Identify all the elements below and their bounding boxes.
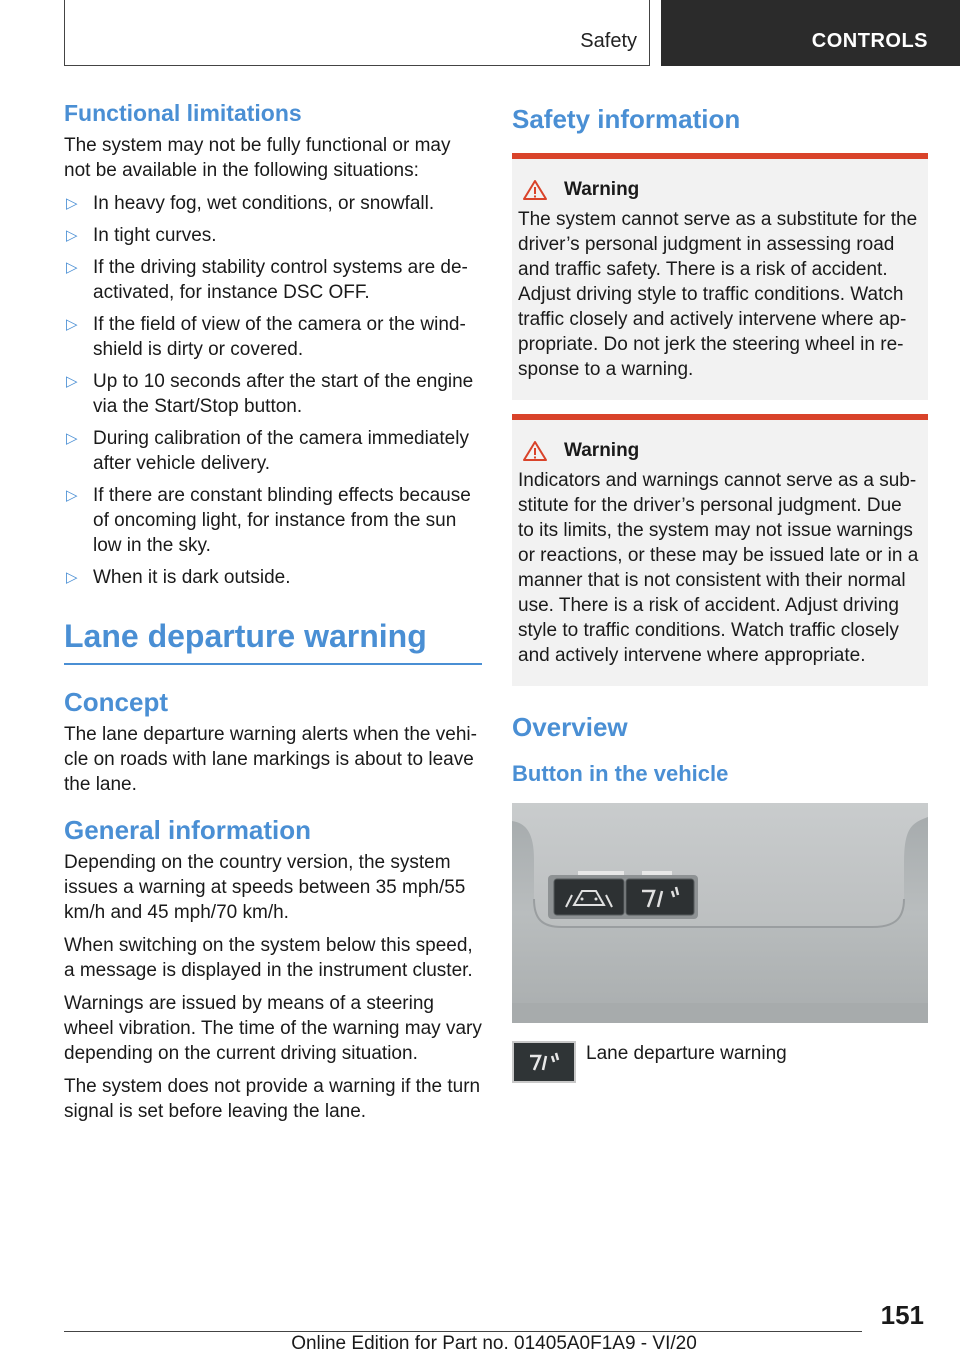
- warning-text: Indicators and warnings cannot serve as a substitute for the driver’s personal judgment. Due to its limits, the system may not issue warnings or reactions, or these may be issued late or in a manner that is not consistent with their normal use. There is a risk of accident. Adjust driving style to traffic conditions. Watch traffic closely and actively intervene where appropriate.: [518, 470, 919, 666]
- list-item: ▷ In heavy fog, wet conditions, or snowfall.: [66, 193, 435, 214]
- page-number: 151: [880, 1300, 924, 1330]
- legend-label: Lane departure warning: [586, 1043, 787, 1064]
- warning-label: Warning: [564, 179, 640, 200]
- warning-box: [512, 153, 928, 400]
- warning-box: [512, 414, 928, 686]
- header-section-label: Safety: [580, 30, 637, 52]
- limitations-heading: Functional limitations: [64, 100, 302, 126]
- vehicle-button-illustration: [512, 803, 928, 1023]
- list-item: ▷ If the field of view of the camera or the windshield is dirty or covered.: [66, 314, 466, 360]
- left-column: [64, 100, 482, 1132]
- general-info-p4: The system does not provide a warning if the turn signal is set before leaving the lane.: [64, 1076, 481, 1122]
- limitations-intro: The system may not be fully functional or may not be available in the following situations:: [64, 135, 451, 181]
- button-in-vehicle-heading: Button in the vehicle: [512, 761, 729, 786]
- warning-text: The system cannot serve as a substitute for the driver’s personal judgment in assessing road and traffic safety. There is a risk of accident. Adjust driving style to traffic conditions. Watch traffic closely and actively intervene where appropriate. Do not jerk the steering wheel in response to a warning.: [518, 209, 918, 380]
- list-item: ▷ If there are constant blinding effects because of oncoming light, for instance from the sun low in the sky.: [66, 485, 471, 556]
- list-item: ▷ When it is dark outside.: [66, 567, 291, 588]
- triangle-bullet-icon: ▷: [66, 316, 78, 333]
- concept-heading: Concept: [64, 687, 168, 717]
- list-item: ▷ Up to 10 seconds after the start of the engine via the Start/Stop button.: [66, 371, 474, 417]
- vehicle-button-photo: [512, 803, 928, 1023]
- triangle-bullet-icon: ▷: [66, 195, 78, 212]
- warning-triangle-icon: [522, 440, 548, 462]
- header-chapter-box: [661, 0, 960, 66]
- safety-info-heading: Safety information: [512, 104, 741, 134]
- general-info-heading: General information: [64, 815, 312, 845]
- general-info-p1: Depending on the country version, the system issues a warning at speeds between 35 mph/55 km/h and 45 mph/70 km/h.: [64, 852, 466, 923]
- limitations-list: [64, 191, 482, 590]
- list-item: ▷ During calibration of the camera immediately after vehicle delivery.: [66, 428, 469, 474]
- triangle-bullet-icon: ▷: [66, 569, 78, 586]
- warning-triangle-icon: [522, 179, 548, 201]
- general-info-p2: When switching on the system below this speed, a message is displayed in the instrument cluster.: [64, 935, 473, 981]
- concept-text: The lane departure warning alerts when the vehicle on roads with lane markings is about to leave the lane.: [64, 724, 477, 795]
- warning-label: Warning: [564, 440, 640, 461]
- triangle-bullet-icon: ▷: [66, 227, 78, 244]
- footer-edition: Online Edition for Part no. 01405A0F1A9 - VI/20: [291, 1333, 697, 1354]
- overview-heading: Overview: [512, 712, 628, 742]
- legend-row: [512, 1041, 928, 1083]
- lane-departure-title: Lane departure warning: [64, 618, 482, 665]
- triangle-bullet-icon: ▷: [66, 430, 78, 447]
- list-item: ▷ In tight curves.: [66, 225, 217, 246]
- general-info-p3: Warnings are issued by means of a steering wheel vibration. The time of the warning may vary depending on the current driving situation.: [64, 993, 482, 1064]
- triangle-bullet-icon: ▷: [66, 259, 78, 276]
- header-chapter-label: CONTROLS: [811, 30, 928, 52]
- header-section-box: [64, 0, 650, 66]
- right-column: [512, 100, 928, 1083]
- footer-divider: [64, 1331, 862, 1332]
- triangle-bullet-icon: ▷: [66, 487, 78, 504]
- lane-departure-button-icon: [512, 1041, 576, 1083]
- triangle-bullet-icon: ▷: [66, 373, 78, 390]
- list-item: ▷ If the driving stability control systems are deactivated, for instance DSC OFF.: [66, 257, 468, 303]
